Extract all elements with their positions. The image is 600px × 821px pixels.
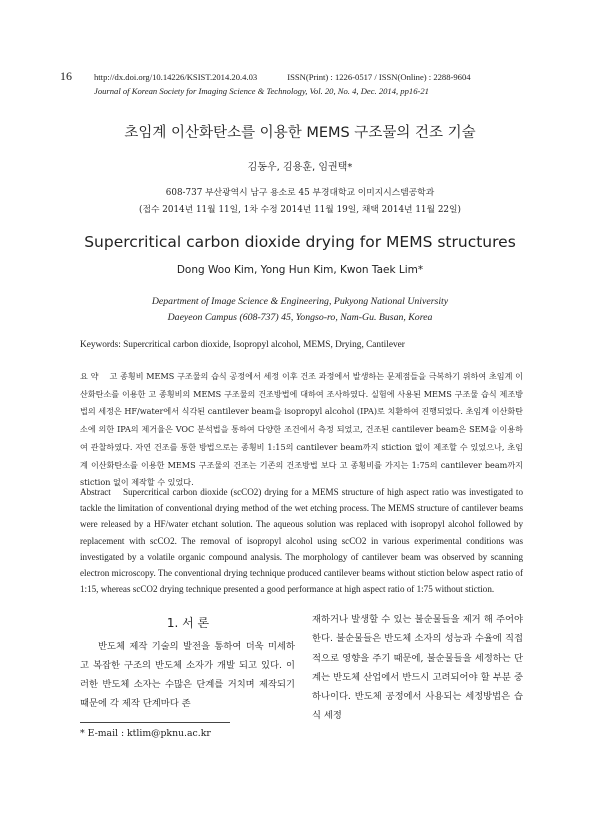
english-authors: Dong Woo Kim, Yong Hun Kim, Kwon Taek Lim*: [176, 264, 424, 276]
body-right-column: 재하거나 발생할 수 있는 불순물들을 제거 해 주어야 한다. 불순물들은 반도체 소자의 성능과 수율에 직접적으로 영향을 주기 때문에, 불순물들을 세정하는 단계는 반도체 산업에서 반드시 고려되어야 할 부분 중 하나이다. 반도체 공정에서 사용되는 세정방법은 습식 세정: [312, 614, 523, 722]
page-number: 16: [60, 69, 72, 83]
english-affiliation-line2: Daeyeon Campus (608-737) 45, Yongso-ro, Nam-Gu. Busan, Korea: [167, 312, 433, 323]
english-abstract-label: Abstract: [80, 487, 111, 497]
footnote-divider: [80, 722, 230, 723]
english-affiliation: [0, 294, 600, 326]
korean-abstract-text: 고 종횡비 MEMS 구조물의 습식 공정에서 세정 이후 건조 과정에서 발생하는 문제점들을 극복하기 위하여 초임계 이산화탄소를 이용한 고 종횡비의 MEMS 구조물의 건조방법에 대하여 조사하였다. 실험에 사용된 MEMS 구조물 습식 제조방법의 세정은 HF/water에서 식각된 cantilever beam을 isopropyl alcohol (IPA)로 치환하여 진행되었다. 초임계 이산화탄소에 의한 IPA의 제거율은 VOC 분석법을 통하여 다양한 조건에서 측정 되었고, 건조된 cantilever beam은 SEM을 이용하여 관찰하였다. 자연 건조를 통한 방법으로는 종횡비 1:15의 cantilever beam까지 stiction 없이 제조할 수 있었으나, 초임계 이산화탄소를 이용한 MEMS 구조물의 건조는 기존의 건조방법 보다 고 종횡비를 가지는 1:75의 cantilever beam까지 stiction 없이 제작할 수 있었다.: [80, 371, 523, 488]
doi-link[interactable]: http://dx.doi.org/10.14226/KSIST.2014.20.4.03: [94, 72, 258, 82]
english-affiliation-line1: Department of Image Science & Engineering, Pukyong National University: [151, 296, 449, 307]
korean-title: 초임계 이산화탄소를 이용한 MEMS 구조물의 건조 기술: [124, 125, 476, 141]
body-left-column: 반도체 제작 기술의 발전을 통하여 더욱 미세하고 복잡한 구조의 반도체 소자가 개발 되고 있다. 이러한 반도체 소자는 수많은 단계를 거치며 제작되기 때문에 각 제작 단계마다 존: [80, 641, 295, 709]
korean-abstract-label: 요 약: [80, 371, 99, 381]
issn: ISSN(Print) : 1226-0517 / ISSN(Online) : 2288-9604: [287, 72, 471, 82]
korean-authors: 김동우, 김용훈, 임권택*: [247, 162, 353, 173]
footnote-email: * E-mail : ktlim@pknu.ac.kr: [80, 728, 211, 739]
doi-issn-line: [94, 72, 471, 82]
english-abstract-text: Supercritical carbon dioxide (scCO2) drying for a MEMS structure of high aspect ratio was investigated to tackle the limitation of conventional drying method of the wet etching process. The MEMS structure of cantilever beams were released by a HF/water etchant solution. The aqueous solution was replaced with isopropyl alcohol followed by replacement with scCO2. The removal of isopropyl alcohol using scCO2 in various experimental conditions was investigated by a volatile organic compound analysis. The morphology of cantilever beam was observed by scanning electron microscopy. The conventional drying technique produced cantilever beams without stiction below aspect ratio of 1:15, whereas scCO2 drying technique presented a good performance at high aspect ratio of 1:75 without stiction.: [80, 487, 524, 595]
english-abstract: [80, 484, 523, 597]
english-title: Supercritical carbon dioxide drying for MEMS structures: [84, 233, 516, 251]
korean-abstract: [80, 368, 523, 492]
keywords-label: Keywords:: [80, 340, 121, 350]
keywords: [80, 340, 405, 350]
korean-affiliation: [0, 185, 600, 219]
keywords-text: Supercritical carbon dioxide, Isopropyl alcohol, MEMS, Drying, Cantilever: [123, 340, 405, 350]
received-dates: (접수 2014년 11월 11일, 1차 수정 2014년 11월 19일, 채택 2014년 11월 22일): [139, 205, 461, 215]
journal-citation: Journal of Korean Society for Imaging Science & Technology, Vol. 20, No. 4, Dec. 2014, pp16-21: [94, 86, 429, 96]
korean-affiliation-address: 608-737 부산광역시 남구 용소로 45 부경대학교 이미지시스템공학과: [165, 188, 435, 198]
section-heading-introduction: 1. 서 론: [166, 616, 210, 630]
